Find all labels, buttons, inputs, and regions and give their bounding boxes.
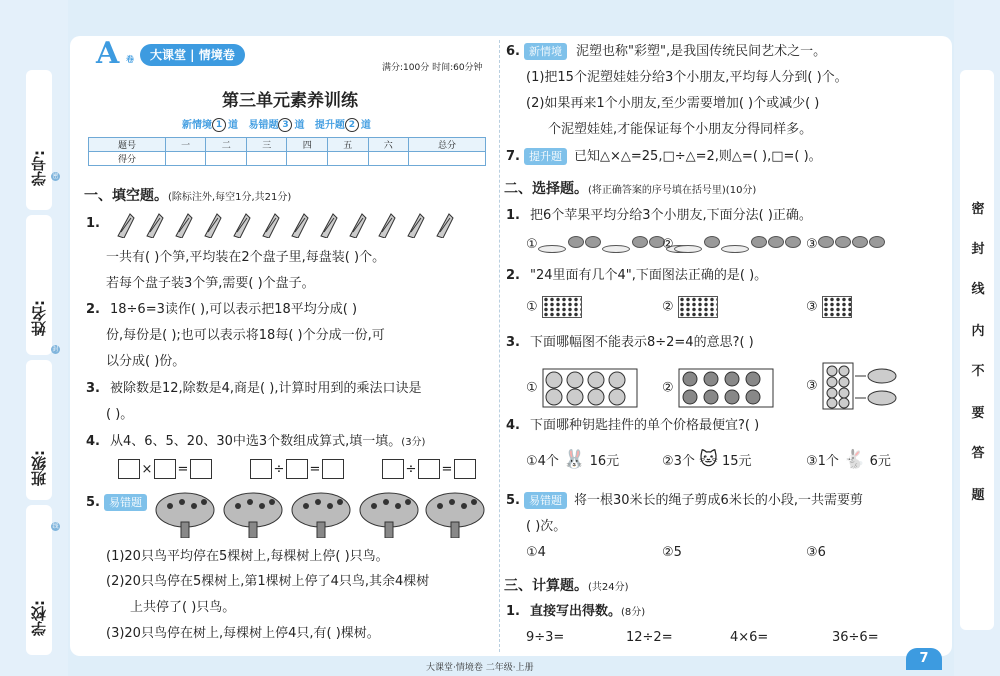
score-header: 六 bbox=[368, 138, 409, 152]
q2-num: 2. bbox=[86, 302, 100, 317]
score-cell[interactable] bbox=[165, 152, 206, 166]
c5-opt-2: ②5 bbox=[662, 545, 682, 560]
score-header: 一 bbox=[165, 138, 206, 152]
q3-text: 被除数是12,除数是4,商是( ),计算时用到的乘法口诀是 bbox=[109, 381, 422, 396]
calc-item: 4×6= bbox=[730, 630, 769, 645]
plate-icon bbox=[721, 245, 749, 253]
score-table bbox=[88, 137, 486, 166]
section-3-heading: 三、计算题。 bbox=[504, 578, 588, 594]
right-binding-sidebar bbox=[954, 0, 1000, 676]
option-price: 15元 bbox=[721, 454, 752, 469]
calc-item: 36÷6= bbox=[832, 630, 879, 645]
apple-icon bbox=[751, 236, 767, 248]
q6-num: 6. bbox=[506, 44, 520, 59]
score-cell[interactable] bbox=[327, 152, 368, 166]
dot-array-icon bbox=[542, 296, 582, 318]
score-header: 四 bbox=[287, 138, 328, 152]
c2-text: "24里面有几个4",下面图法正确的是( )。 bbox=[529, 268, 768, 283]
option-qty: ①4个 bbox=[526, 454, 559, 469]
apple-icon bbox=[568, 236, 584, 248]
c5-opt-3: ③6 bbox=[806, 545, 826, 560]
q4-equation-1 bbox=[118, 459, 212, 479]
option-price: 6元 bbox=[869, 454, 891, 469]
seal-char: 密 bbox=[971, 202, 985, 217]
score-header: 题号 bbox=[89, 138, 166, 152]
subtitle-unit: 道 bbox=[228, 120, 238, 131]
q1-line2: 若每个盘子装3个笋,需要( )个盘子。 bbox=[106, 276, 315, 291]
k1-note: (8分) bbox=[621, 607, 646, 618]
c1-options-3 bbox=[806, 236, 886, 253]
c4-line bbox=[506, 418, 759, 434]
apple-icon bbox=[869, 236, 885, 248]
answer-box[interactable] bbox=[322, 459, 344, 479]
name-label: 姓名: bbox=[30, 300, 48, 336]
exam-meta: 满分:100分 时间:60分钟 bbox=[382, 63, 483, 73]
q3-line1 bbox=[86, 381, 421, 397]
apple-icon bbox=[818, 236, 834, 248]
calc-item: 12÷2= bbox=[626, 630, 673, 645]
q5-tag: 易错题 bbox=[104, 494, 147, 511]
c5-opt-1: ①4 bbox=[526, 545, 546, 560]
q3-num: 3. bbox=[86, 381, 100, 396]
c4-num: 4. bbox=[506, 418, 520, 433]
subtitle-c-count: 2 bbox=[345, 118, 359, 132]
seal-char: 封 bbox=[971, 242, 985, 257]
c2-opt-1 bbox=[526, 296, 582, 318]
footer-text: 大课堂·情境卷 二年级·上册 bbox=[426, 663, 534, 673]
logo-letter: A bbox=[96, 36, 120, 71]
option-label: ① bbox=[526, 380, 538, 396]
c1-line bbox=[506, 208, 812, 224]
q6-part2: (2)如果再来1个小朋友,至少需要增加( )个或减少( ) bbox=[526, 96, 820, 111]
apple-icon bbox=[585, 236, 601, 248]
plate-icon bbox=[674, 245, 702, 253]
option-label: ② bbox=[662, 380, 674, 396]
operator: = bbox=[441, 461, 453, 477]
c5-text-2: ( )次。 bbox=[526, 519, 567, 534]
q4-equation-3 bbox=[382, 459, 476, 479]
c4-opt-3 bbox=[806, 449, 891, 470]
answer-box[interactable] bbox=[118, 459, 140, 479]
c3-opt-3 bbox=[806, 362, 902, 410]
option-label: ② bbox=[662, 237, 674, 252]
q2-line2: 份,每份是( );也可以表示将18每( )个分成一份,可 bbox=[106, 328, 385, 343]
c5-tag: 易错题 bbox=[524, 492, 567, 509]
tree-with-birds-icon bbox=[290, 492, 352, 538]
q5-num: 5. bbox=[86, 495, 100, 510]
answer-box[interactable] bbox=[250, 459, 272, 479]
dot-array-icon bbox=[678, 296, 718, 318]
calc-item: 9÷3= bbox=[526, 630, 565, 645]
operator: = bbox=[309, 461, 321, 477]
q5-part3: (3)20只鸟停在树上,每棵树上停4只,有( )棵树。 bbox=[106, 626, 380, 641]
class-label: 班级: bbox=[30, 450, 48, 486]
answer-box[interactable] bbox=[190, 459, 212, 479]
score-cell[interactable] bbox=[409, 152, 486, 166]
subtitle-b: 易错题 bbox=[248, 120, 279, 131]
subtitle-a: 新情境 bbox=[182, 120, 212, 131]
apple-icon bbox=[785, 236, 801, 248]
q6-part1: (1)把15个泥塑娃娃分给3个小朋友,平均每人分到( )个。 bbox=[526, 70, 848, 85]
subtitle-unit: 道 bbox=[294, 120, 305, 131]
page-title: 第三单元素养训练 bbox=[222, 91, 358, 111]
score-cell[interactable] bbox=[206, 152, 247, 166]
section-1-note: (除标注外,每空1分,共21分) bbox=[168, 192, 292, 203]
apple-icon bbox=[768, 236, 784, 248]
k1-line bbox=[506, 604, 645, 621]
q7-num: 7. bbox=[506, 149, 520, 164]
score-cell[interactable] bbox=[368, 152, 409, 166]
score-header: 二 bbox=[206, 138, 247, 152]
q6-tag: 新情境 bbox=[524, 43, 567, 60]
apples-grid-icon bbox=[678, 368, 774, 408]
option-label: ③ bbox=[806, 378, 818, 394]
q1-num: 1. bbox=[86, 216, 100, 231]
tree-with-birds-icon bbox=[154, 492, 216, 538]
answer-box[interactable] bbox=[286, 459, 308, 479]
c2-line bbox=[506, 268, 767, 284]
section-1-title bbox=[84, 188, 291, 206]
score-cell[interactable] bbox=[246, 152, 287, 166]
q5-part1: (1)20只鸟平均停在5棵树上,每棵树上停( )只鸟。 bbox=[106, 549, 389, 564]
column-divider bbox=[499, 40, 500, 652]
answer-box[interactable] bbox=[454, 459, 476, 479]
bamboo-shoot-icon bbox=[377, 212, 397, 238]
bamboo-shoot-icon bbox=[319, 212, 339, 238]
bamboo-shoot-icon bbox=[116, 212, 136, 238]
q5-part2: (2)20只鸟停在5棵树上,第1棵树上停了4只鸟,其余4棵树 bbox=[106, 574, 430, 589]
q4-text: 从4、6、5、20、30中选3个数组成算式,填一填。 bbox=[109, 434, 402, 449]
subtitle bbox=[182, 118, 371, 134]
student-number-label: 学号: bbox=[30, 150, 48, 186]
c3-text: 下面哪幅图不能表示8÷2=4的意思?( ) bbox=[529, 335, 754, 350]
logo-banner: 大课堂 | 情境卷 bbox=[140, 44, 245, 66]
operator: × bbox=[141, 461, 153, 477]
dot-array-icon bbox=[822, 296, 852, 318]
option-label: ③ bbox=[806, 237, 818, 252]
section-2-note: (将正确答案的序号填在括号里)(10分) bbox=[588, 185, 757, 196]
c2-opt-2 bbox=[662, 296, 718, 318]
c3-opt-2 bbox=[662, 368, 774, 408]
tree-with-birds-icon bbox=[222, 492, 284, 538]
c1-options-2 bbox=[662, 236, 802, 253]
right-strip bbox=[960, 70, 994, 630]
q6-intro: 泥塑也称"彩塑",是我国传统民间艺术之一。 bbox=[576, 44, 827, 59]
seal-char: 线 bbox=[971, 282, 985, 297]
answer-box[interactable] bbox=[418, 459, 440, 479]
binding-sidebar bbox=[0, 0, 68, 676]
seal-char: 要 bbox=[971, 406, 985, 421]
apple-icon bbox=[632, 236, 648, 248]
logo-small: 卷 bbox=[126, 55, 134, 64]
q2-line3: 以分成( )份。 bbox=[106, 354, 186, 369]
seal-char: 不 bbox=[971, 364, 985, 379]
c5-num: 5. bbox=[506, 493, 520, 508]
bamboo-shoot-icon bbox=[290, 212, 310, 238]
q2-line1 bbox=[86, 302, 357, 318]
tree-with-birds-icon bbox=[358, 492, 420, 538]
c4-opt-1 bbox=[526, 449, 620, 470]
apple-icon bbox=[852, 236, 868, 248]
bamboo-shoot-icon bbox=[174, 212, 194, 238]
bamboo-shoot-icon bbox=[435, 212, 455, 238]
c1-num: 1. bbox=[506, 208, 520, 223]
q4-num: 4. bbox=[86, 434, 100, 449]
subtitle-c: 提升题 bbox=[314, 120, 345, 131]
q7-tag: 提升题 bbox=[524, 148, 567, 165]
answer-box[interactable] bbox=[154, 459, 176, 479]
rabbit-keychain-icon: 🐰 bbox=[563, 449, 586, 470]
section-3-title bbox=[504, 578, 629, 596]
seal-dot: 密 bbox=[52, 173, 59, 180]
c3-opt-1 bbox=[526, 368, 638, 408]
buns-to-plates-icon bbox=[822, 362, 902, 410]
plate-icon bbox=[602, 245, 630, 253]
c3-line bbox=[506, 335, 754, 351]
peaches-in-boxes-icon bbox=[542, 368, 638, 408]
q2-text: 18÷6=3读作( ),可以表示把18平均分成( ) bbox=[109, 302, 358, 317]
k1-num: 1. bbox=[506, 604, 520, 619]
score-cell[interactable] bbox=[287, 152, 328, 166]
q1-number bbox=[86, 216, 110, 232]
score-header: 五 bbox=[327, 138, 368, 152]
answer-box[interactable] bbox=[382, 459, 404, 479]
bamboo-shoot-icon bbox=[348, 212, 368, 238]
bunny-keychain-icon: 🐇 bbox=[843, 449, 866, 470]
section-1-heading: 一、填空题。 bbox=[84, 188, 168, 204]
apple-icon bbox=[704, 236, 720, 248]
subtitle-b-count: 3 bbox=[278, 118, 292, 132]
option-label: ① bbox=[526, 299, 538, 315]
cat-keychain-icon: 🐱 bbox=[699, 449, 718, 470]
section-3-note: (共24分) bbox=[588, 582, 629, 593]
score-row-label: 得分 bbox=[89, 152, 166, 166]
c5-text: 将一根30米长的绳子剪成6米长的小段,一共需要剪 bbox=[574, 493, 863, 508]
sidebar-tab bbox=[26, 70, 52, 210]
q3-line2: ( )。 bbox=[106, 407, 134, 422]
seal-dot: 封 bbox=[52, 346, 59, 353]
c2-opt-3 bbox=[806, 296, 852, 318]
subtitle-unit: 道 bbox=[360, 120, 371, 131]
q6-part2b: 个泥塑娃娃,才能保证每个小朋友分得同样多。 bbox=[548, 122, 813, 137]
apple-icon bbox=[835, 236, 851, 248]
section-2-title bbox=[504, 181, 756, 199]
seal-char: 题 bbox=[971, 488, 985, 503]
seal-char: 答 bbox=[971, 446, 985, 461]
c2-num: 2. bbox=[506, 268, 520, 283]
option-label: ② bbox=[662, 299, 674, 315]
tree-with-birds-icon bbox=[424, 492, 486, 538]
c1-text: 把6个苹果平均分给3个小朋友,下面分法( )正确。 bbox=[529, 208, 812, 223]
operator: ÷ bbox=[273, 461, 285, 477]
k1-text: 直接写出得数。 bbox=[529, 604, 621, 619]
c3-num: 3. bbox=[506, 335, 520, 350]
q1-line1: 一共有( )个笋,平均装在2个盘子里,每盘装( )个。 bbox=[106, 250, 386, 265]
option-label: ③ bbox=[806, 299, 818, 315]
bamboo-shoot-icon bbox=[261, 212, 281, 238]
seal-dot: 线 bbox=[52, 523, 59, 530]
c4-opt-2 bbox=[662, 449, 752, 470]
option-qty: ②3个 bbox=[662, 454, 695, 469]
bamboo-shoot-icon bbox=[203, 212, 223, 238]
q4-note: (3分) bbox=[401, 437, 426, 448]
option-label: ① bbox=[526, 237, 538, 252]
subtitle-a-count: 1 bbox=[212, 118, 226, 132]
option-price: 16元 bbox=[589, 454, 620, 469]
q4-equation-2 bbox=[250, 459, 344, 479]
q5-part2b: 上共停了( )只鸟。 bbox=[130, 600, 236, 615]
q7-text: 已知△×△=25,□÷△=2,则△=( ),□=( )。 bbox=[574, 149, 822, 164]
bamboo-shoot-icon bbox=[406, 212, 426, 238]
section-2-heading: 二、选择题。 bbox=[504, 181, 588, 197]
score-header: 总分 bbox=[409, 138, 486, 152]
operator: ÷ bbox=[405, 461, 417, 477]
plate-icon bbox=[538, 245, 566, 253]
page-number: 7 bbox=[906, 648, 942, 670]
operator: = bbox=[177, 461, 189, 477]
option-qty: ③1个 bbox=[806, 454, 839, 469]
score-header: 三 bbox=[246, 138, 287, 152]
c4-text: 下面哪种钥匙挂件的单个价格最便宜?( ) bbox=[529, 418, 760, 433]
bamboo-shoot-icon bbox=[232, 212, 252, 238]
school-label: 学校: bbox=[30, 600, 48, 636]
q4-line1 bbox=[86, 434, 425, 451]
seal-char: 内 bbox=[971, 324, 985, 339]
bamboo-shoot-icon bbox=[145, 212, 165, 238]
